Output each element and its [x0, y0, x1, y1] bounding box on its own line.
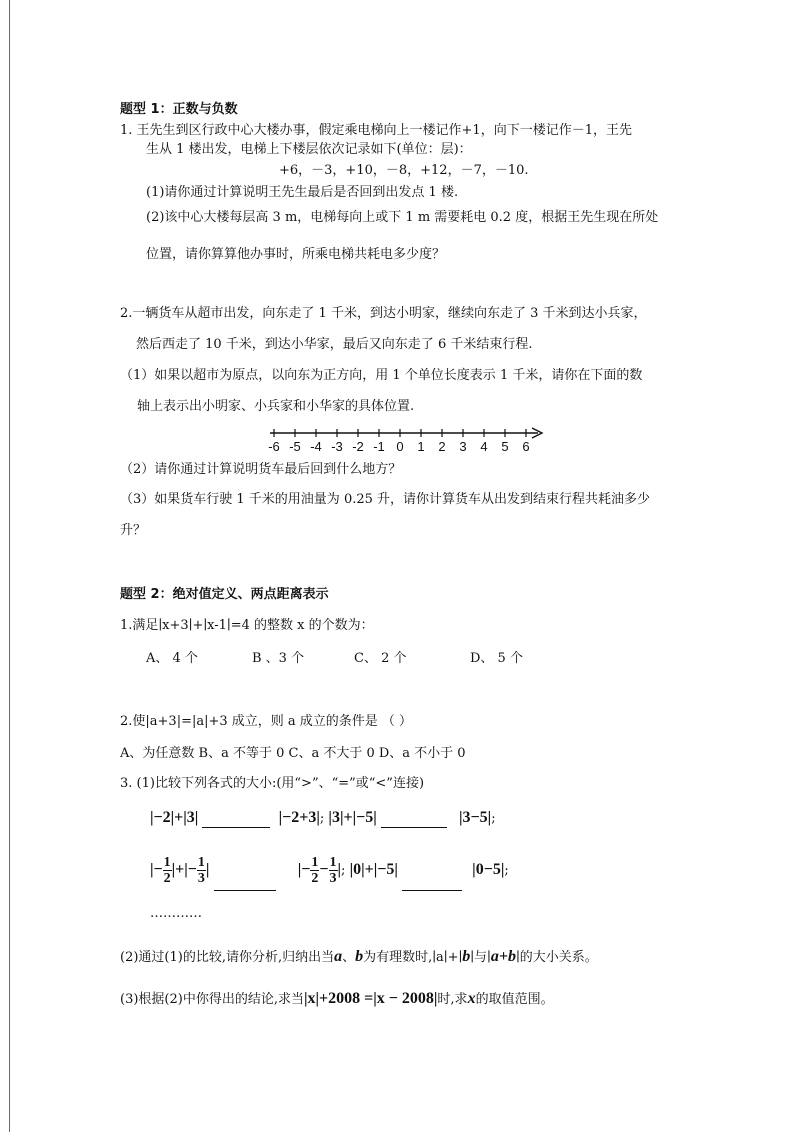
fraction-numerator: 1 [311, 855, 319, 870]
q2-line1: 2.一辆货车从超市出发，向东走了 1 千米，到达小明家，继续向东走了 3 千米到达小兵家， [120, 306, 647, 321]
q1-part1: (1)请你通过计算说明王先生最后是否回到出发点 1 楼. [146, 185, 459, 200]
fraction-denominator: 3 [197, 871, 205, 886]
number-line-label: 6 [522, 439, 530, 454]
fraction-numerator: 1 [163, 855, 171, 870]
expr-r1a: |−2|+|3| [150, 809, 199, 826]
part3-text: 的取值范围。 [475, 992, 554, 1007]
var-a: a [334, 948, 343, 965]
expr-r1c: |3|+|−5| [328, 809, 377, 826]
abs-bar: | [337, 861, 342, 878]
expr-r2d: |0−5| [472, 861, 505, 878]
q2-part3: （3）如果货车行驶 1 千米的用油量为 0.25 升，请你计算货车从出发到结束行程共耗油多少 [120, 492, 651, 507]
q2-part2: （2）请你通过计算说明货车最后回到什么地方？ [120, 462, 402, 477]
fraction-half [163, 855, 172, 886]
part3-text: 时,求 [437, 992, 468, 1007]
part2-separator: 、 [342, 950, 356, 965]
abs-q3-part2 [120, 948, 598, 967]
number-line-label: -3 [331, 439, 343, 454]
fraction-third [197, 855, 206, 886]
separator: ; [319, 811, 325, 826]
var-b: b [462, 948, 471, 965]
part2-text: ∣与∣ [470, 950, 491, 965]
abs-bar: |− [297, 861, 311, 878]
abs-q3-part3 [120, 990, 554, 1009]
number-line [266, 426, 556, 454]
answer-blank[interactable] [214, 876, 276, 891]
q2-line2: 然后西走了 10 千米，到达小华家，最后又向东走了 6 千米结束行程. [136, 337, 533, 352]
fraction-numerator: 1 [197, 855, 205, 870]
left-margin-rule [9, 0, 10, 1132]
fraction-denominator: 3 [329, 871, 337, 886]
part3-equation: |x|+2008 =|x − 2008| [303, 990, 438, 1007]
separator: ; [491, 811, 496, 826]
ellipsis: ………… [150, 906, 202, 921]
number-line-label: 4 [480, 439, 488, 454]
q1-part2-cont: 位置，请你算算他办事时，所乘电梯共耗电多少度？ [146, 247, 446, 262]
abs-q1-option-b: B 、3 个 [252, 651, 305, 666]
number-line-label: 3 [459, 439, 467, 454]
q1-line1: 1. 王先生到区行政中心大楼办事，假定乘电梯向上一楼记作+1，向下一楼记作－1，王先 [120, 123, 632, 138]
fraction-denominator: 2 [311, 871, 319, 886]
abs-q2-stem: 2.使|a+3|=|a|+3 成立，则 a 成立的条件是 （ ） [120, 714, 413, 729]
abs-plus: |+|− [171, 861, 197, 878]
compare-row-1 [150, 809, 496, 828]
separator: ; [504, 863, 509, 878]
abs-q2-options: A、为任意数 B、a 不等于 0 C、a 不大于 0 D、a 不小于 0 [120, 746, 466, 761]
q1-records: +6，－3，+10，－8，+12，－7，－10. [279, 163, 529, 178]
expr-a-plus-b: a+b [490, 948, 516, 965]
separator: ; [341, 863, 346, 878]
part3-text: (3)根据(2)中你得出的结论,求当 [120, 992, 304, 1007]
compare-row-2 [150, 850, 509, 890]
abs-q1-option-a: A、 4 个 [146, 651, 198, 666]
fraction-denominator: 2 [163, 871, 171, 886]
abs-q1-option-d: D、 5 个 [470, 651, 523, 666]
number-line-label: 0 [396, 439, 404, 454]
answer-blank[interactable] [202, 813, 270, 828]
q2-part3-cont: 升？ [120, 523, 147, 538]
q2-part1-cont: 轴上表示出小明家、小兵家和小华家的具体位置. [137, 399, 415, 414]
number-line-label: -4 [310, 439, 322, 454]
answer-blank[interactable] [381, 813, 447, 828]
minus-sign: − [319, 861, 329, 878]
part2-text: 为有理数时,∣a∣+∣ [363, 950, 463, 965]
q1-part2: (2)该中心大楼每层高 3 m，电梯每向上或下 1 m 需要耗电 0.2 度，根据王先生现在所处 [146, 210, 659, 225]
number-line-label: -5 [289, 439, 301, 454]
section2-title: 题型 2：绝对值定义、两点距离表示 [120, 587, 329, 602]
q2-part1: （1）如果以超市为原点，以向东为正方向，用 1 个单位长度表示 1 千米，请你在下面的数 [120, 368, 643, 383]
abs-q1-stem: 1.满足∣x+3∣+∣x-1∣=4 的整数 x 的个数为： [120, 618, 374, 633]
var-b: b [355, 948, 364, 965]
abs-q1-option-c: C、 2 个 [354, 651, 407, 666]
expr-r1b: |−2+3| [278, 809, 320, 826]
part2-text: ∣的大小关系。 [515, 950, 598, 965]
number-line-label: -2 [352, 439, 364, 454]
fraction-numerator: 1 [329, 855, 337, 870]
abs-bar: |− [150, 861, 163, 878]
number-line-label: -6 [268, 439, 280, 454]
abs-bar: | [205, 861, 210, 878]
expr-r1d: |3−5| [459, 809, 492, 826]
section1-title: 题型 1：正数与负数 [120, 102, 238, 117]
number-line-label: 1 [417, 439, 425, 454]
expr-r2c: |0|+|−5| [349, 861, 398, 878]
abs-q3-intro: 3. (1)比较下列各式的大小:(用“>”、“=”或“<”连接) [120, 776, 425, 791]
q1-line2: 生从 1 楼出发，电梯上下楼层依次记录如下(单位：层)： [146, 142, 472, 157]
answer-blank[interactable] [402, 876, 462, 891]
number-line-label: 5 [501, 439, 509, 454]
var-x: x [467, 990, 476, 1007]
number-line-label: 2 [438, 439, 446, 454]
number-line-label: -1 [373, 439, 385, 454]
fraction-third [329, 855, 338, 886]
part2-text: (2)通过(1)的比较,请你分析,归纳出当 [120, 950, 335, 965]
